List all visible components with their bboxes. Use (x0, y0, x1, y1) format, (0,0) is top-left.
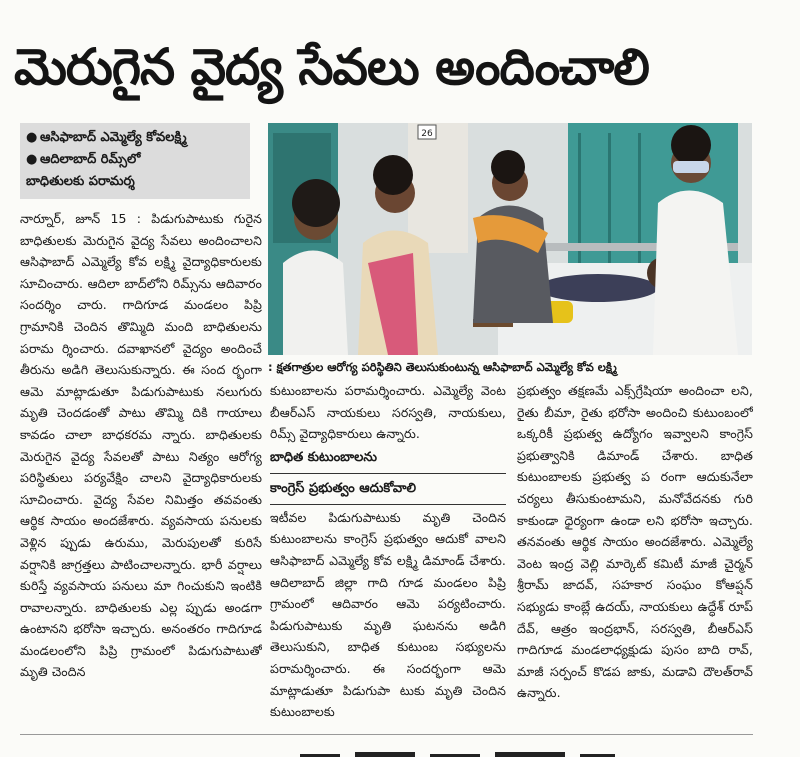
article-column-1: నార్నూర్, జూన్ 15 : పిడుగుపాటుకు గురైన బాధితులకు మెరుగైన వైద్య సేవలు అందించాలని ఆసిఫాబాద్ ఎమ్మెల్యే కోవ లక్ష్మి వైద్యాధికారులకు సూచించారు. ఆదిలా బాద్‌లోని రిమ్స్‌ను ఆదివారం సందర్శిం చారు. గాదిగూడ మండలం పిప్రి గ్రామానికి చెందిన తొమ్మిది మంది బాధితులను పరామ ర్శించారు. దవాఖానలో వైద్యం అందించే తీరును అడిగి తెలుసుకున్నారు. ఈ సంద ర్భంగా ఆమె మాట్లాడుతూ పిడుగుపాటుకు నలుగురు మృతి చెందడంతో పాటు తొమ్మి దికి గాయాలు కావడం చాలా బాధకరమ న్నారు. బాధితులకు మెరుగైన వైద్య సేవలతో పాటు నిత్యం ఆరోగ్య పరిస్థితులు పర్యవేక్షిం చాలని వైద్యాధికారులకు సూచించారు. వైద్య సేవల నిమిత్తం తవవంతు ఆర్థిక సాయం అందజేశారు. వ్యవసాయ పనులకు వెళ్లిన ప్పుడు ఉరుము, మెరుపులతో కురిసే వర్షానికి జాగ్రత్తలు పాటించాలన్నారు. భారీ వర్షాలు కురిస్తే వ్యవసాయ పనులు మా గించుకుని ఇంటికి రావాలన్నారు. బాధితులకు ఎల్ల ప్పుడు అండగా ఉంటానని భరోసా ఇచ్చారు. అనంతరం గాదిగూడ మండలంలోని పిప్రి గ్రామంలో పిడుగుపాటుతో మృతి చెందిన (20, 211, 262, 680)
bullet-item (26, 149, 244, 171)
news-photo (268, 123, 752, 355)
bullet-text: ఆదిలాబాద్ రిమ్స్‌లో (40, 152, 141, 167)
subheading-divider (270, 504, 506, 505)
article-column-3: ప్రభుత్వం తక్షణమే ఎక్స్‌గ్రేషియా అందించా లని, రైతు బీమా, రైతు భరోసా అందించి కుటుంబంలో ఒక్కరికీ ప్రభుత్వ ఉద్యోగం ఇవ్వాలని కాంగ్రెస్ ప్రభుత్వానికి డిమాండ్ చేశారు. బాధిత కుటుంబాలకు ప్రభుత్వ ప రంగా ఆదుకునేలా చర్యలు తీసుకుంటామని, మనోవేదనకు గురి కాకుండా ధైర్యంగా ఉండా లని భరోసా ఇచ్చారు. తనవంతు ఆర్థిక సాయం అందజేశారు. ఎమ్మెల్యే వెంట ఇంద్ర వెల్లి మార్కెట్ కమిటీ మాజీ చైర్మన్ శ్రీరామ్ జాదవ్, సహకార సంఘం కోఆప్షన్ సభ్యుడు కాంబ్లే ఉదయ్, నాయకులు ఉద్ధేశ్ రూప్ దేవ్, ఆత్రం ఇంద్రభాన్, సరస్వతి, బీఆర్ఎస్ గాదిగూడ మండలాధ్యక్షుడు పుసం బాది రావ్, మాజీ సర్పంచ్ కొడప జాకు, మడావి దౌలత్‌రావ్ ఉన్నారు. (517, 383, 753, 701)
headline: మెరుగైన వైద్య సేవలు అందించాలి (14, 38, 649, 96)
caption-text: క్షతగాత్రుల ఆరోగ్య పరిస్థితిని తెలుసుకుంటున్న ఆసిఫాబాద్ ఎమ్మెల్యే కోవ లక్ష్మి (276, 360, 617, 374)
article-column-2 (270, 380, 506, 723)
next-headline-fragment (300, 745, 620, 757)
photo-caption (268, 357, 752, 377)
subheading-line-1: బాధిత కుటుంబాలను (270, 449, 377, 465)
cropped-text-icon (300, 748, 620, 757)
bullet-item (26, 127, 244, 149)
hospital-ward-illustration (268, 123, 752, 355)
column-2-top-text: కుటుంబాలను పరామర్శించారు. ఎమ్మెల్యే వెంట బీఆర్ఎస్ నాయకులు సరస్వతి, నాయకులు, రిమ్స్ వైద్యాధికారులు ఉన్నారు. (270, 383, 506, 442)
bullet-continuation: బాధితులకు పరామర్శ (26, 174, 135, 189)
bullet-text: ఆసిఫాబాద్ ఎమ్మెల్యే కోవలక్ష్మి (40, 130, 187, 145)
summary-bullets-box (20, 123, 250, 199)
subheading-divider (270, 473, 506, 474)
page-divider (20, 734, 753, 735)
bed-number-sign: 26 (421, 129, 433, 139)
caption-marker: : (268, 360, 273, 374)
bullet-dot-icon: ● (26, 152, 38, 167)
bullet-dot-icon: ● (26, 130, 38, 145)
column-2-bottom-text: ఇటీవల పిడుగుపాటుకు మృతి చెందిన కుటుంబాలను కాంగ్రెస్ ప్రభుత్వం ఆదుకో వాలని ఆసిఫాబాద్ ఎమ్మెల్యే కోవ లక్ష్మి డిమాండ్ చేశారు. ఆదిలాబాద్ జిల్లా గాది గూడ మండలం పిప్రి గ్రామంలో ఆదివారం ఆమె పర్యటించారు. పిడుగుపాటుకు మృతి ఘటనను అడిగి తెలుసుకుని, బాధిత కుటుంబ సభ్యులను పరామర్శించారు. ఈ సందర్భంగా ఆమె మాట్లాడుతూ పిడుగుపా టుకు మృతి చెందిన కుటుంబాలకు (270, 509, 506, 720)
subheading-line-2: కాంగ్రెస్ ప్రభుత్వం ఆదుకోవాలి (270, 480, 417, 496)
